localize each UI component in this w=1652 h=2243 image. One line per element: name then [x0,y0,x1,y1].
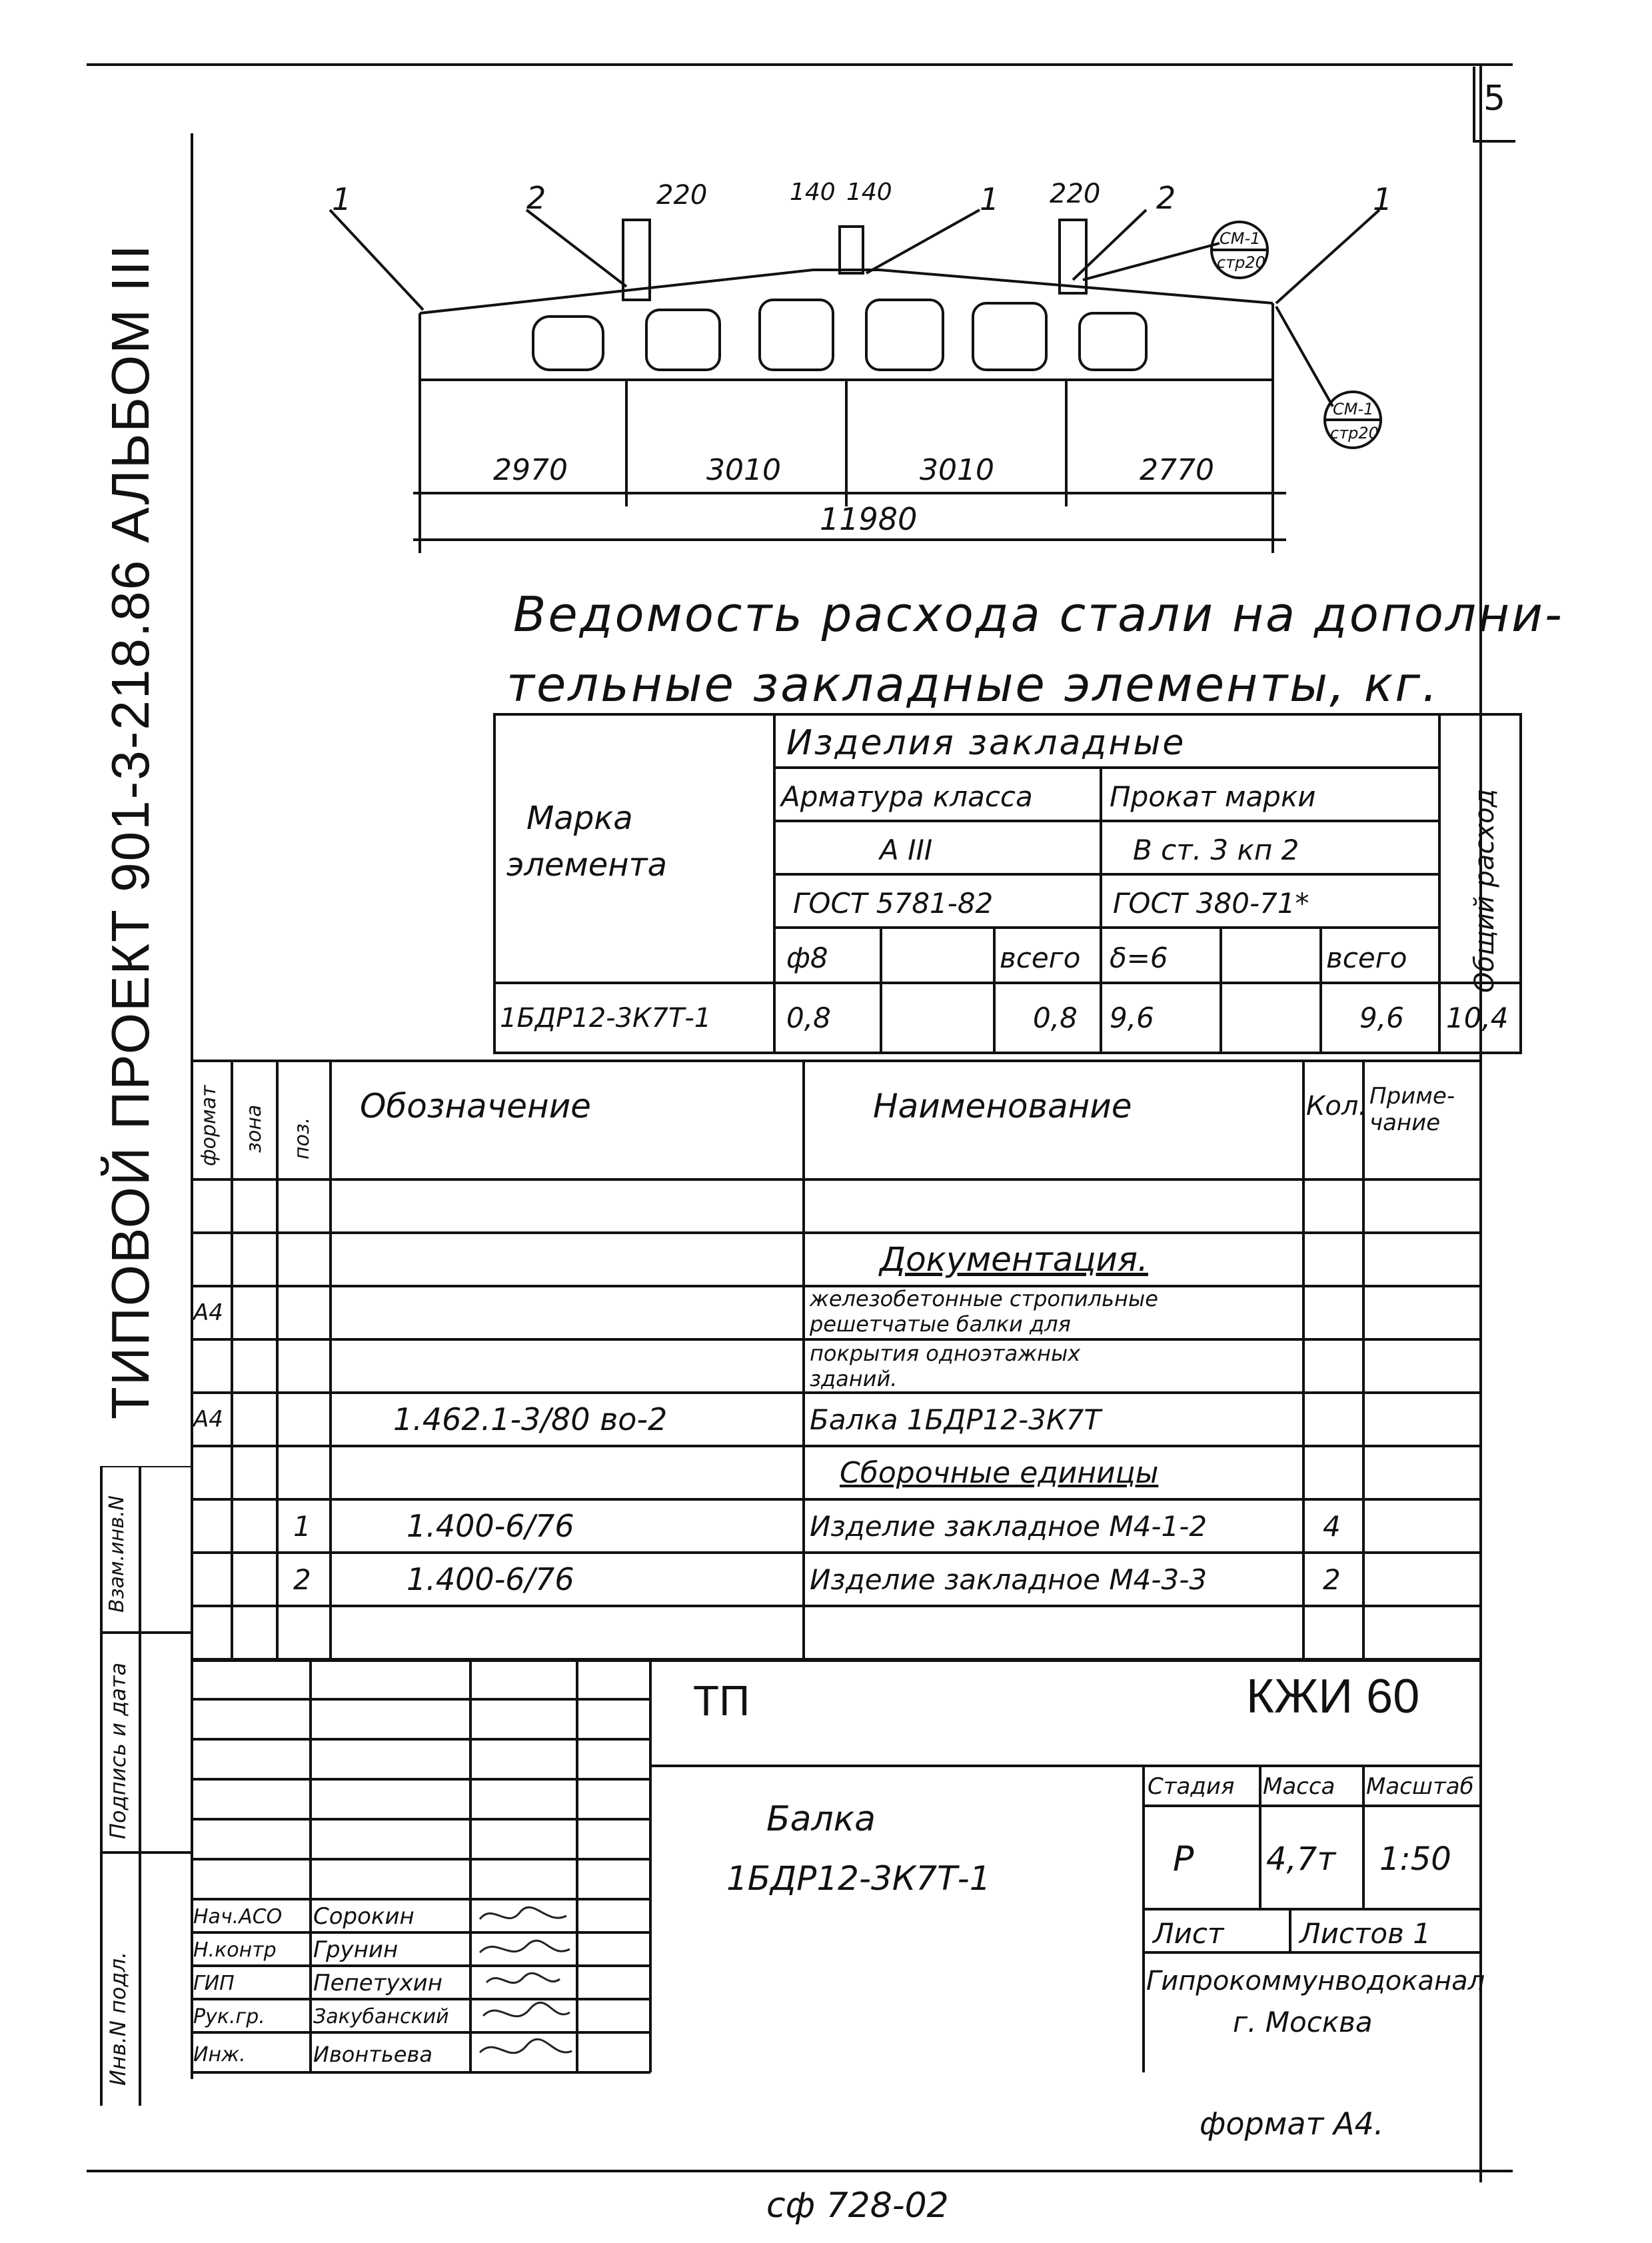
dimension-label: 220 [656,180,708,211]
row-total1: 0,8 [1033,1002,1078,1034]
col-total1: всего [1000,942,1081,974]
format-note: формат А4. [1200,2106,1384,2142]
plate-grade-header: Прокат марки [1110,780,1316,813]
callout-ref: стр20 [1217,253,1265,272]
footer-code: сф 728-02 [766,2186,949,2226]
col-pos: поз. [291,1117,314,1159]
group-header: Изделия закладные [786,723,1186,763]
stage-value: Р [1173,1839,1194,1879]
item-name: Изделие закладное М4-3-3 [810,1563,1208,1596]
sidebar-title: ТИПОВОЙ ПРОЕКТ 901-3-218.86 АЛЬБОМ III [101,243,160,1419]
doc-text: железобетонные стропильные [810,1286,1158,1311]
callout-ref: СМ-1 [1220,229,1261,248]
person-name: Ивонтьева [313,2042,432,2067]
leader-label: 2 [526,180,546,216]
item-name-line1: Балка [766,1799,876,1839]
col-format: формат [197,1085,221,1166]
callout-ref: стр20 [1330,424,1379,442]
rebar-gost: ГОСТ 5781-82 [793,886,994,920]
person-role: Инж. [193,2042,246,2066]
col-stage: Стадия [1148,1773,1235,1800]
doc-text: покрытия одноэтажных [810,1341,1081,1366]
item-name: Изделие закладное М4-1-2 [810,1509,1208,1543]
col-overall: Общий расход [1469,788,1500,993]
item-qty: 2 [1323,1563,1341,1596]
col-qty: Кол. [1306,1091,1367,1122]
item-name-line2: 1БДР12-3К7Т-1 [726,1859,991,1898]
mass-value: 4,7т [1266,1841,1336,1878]
row-d6: 9,6 [1110,1002,1154,1034]
rebar-class-header: Арматура класса [781,780,1033,813]
doc-designation: 1.462.1-3/80 во-2 [393,1401,668,1437]
corner-box [1473,67,1515,143]
corner-number: 5 [1483,79,1506,119]
item-designation: 1.400-6/76 [407,1561,574,1597]
sheets-label: Листов 1 [1299,1916,1431,1950]
leader-label: 1 [332,181,352,217]
item-designation: 1.400-6/76 [407,1508,574,1544]
doc-code-left: ТП [693,1677,750,1725]
dimension-label: 140 [846,179,892,206]
item-qty: 4 [1323,1509,1341,1543]
section-docs: Документация. [880,1240,1148,1279]
mark-header-line1: Марка [526,800,633,837]
stamp-replaced: Взам.инв.N [105,1495,129,1613]
col-zone: зона [243,1104,266,1153]
person-name: Сорокин [313,1903,414,1930]
col-name: Наименование [873,1087,1132,1125]
leader-label: 1 [1373,181,1393,217]
col-total2: всего [1326,942,1407,974]
section-units: Сборочные единицы [840,1455,1159,1490]
doc-text: зданий. [810,1366,898,1391]
person-role: Рук.гр. [193,2004,265,2028]
col-note: Приме-чание [1369,1083,1455,1136]
dimension-label: 3010 [706,453,781,487]
row-format: А4 [193,1299,223,1326]
rebar-grade: А III [880,833,933,866]
doc-code-right: КЖИ 60 [1246,1670,1420,1723]
col-designation: Обозначение [360,1087,591,1125]
signatures [473,1899,580,2079]
plate-gost: ГОСТ 380-71* [1113,886,1309,920]
org-name: Гипрокоммунводоканал [1146,1966,1485,1996]
stamp-signature: Подпись и дата [105,1662,131,1839]
top-border [87,63,1513,66]
scale-value: 1:50 [1379,1841,1451,1878]
person-role: Нач.АСО [193,1904,283,1928]
person-role: ГИП [193,1971,235,1995]
mark-header-line2: элемента [506,846,668,884]
total-length: 11980 [820,501,918,537]
dimension-label: 2970 [493,453,568,487]
col-d6: δ=6 [1110,942,1168,974]
leader-label: 2 [1156,180,1176,216]
plate-grade: В ст. 3 кп 2 [1133,833,1299,866]
item-pos: 1 [293,1509,311,1543]
dimension-label: 2770 [1140,453,1214,487]
bottom-border [87,2170,1513,2172]
person-name: Закубанский [313,2004,449,2028]
dimension-label: 220 [1050,179,1101,209]
callout-ref: СМ-1 [1333,400,1374,418]
col-mass: Масса [1263,1773,1335,1800]
row-d8: 0,8 [786,1002,831,1034]
stamp-inventory: Инв.N подл. [105,1951,131,2086]
sheet-label: Лист [1153,1916,1224,1950]
col-d8: ф8 [786,942,828,974]
person-name: Грунин [313,1936,399,1963]
steel-heading-line1: Ведомость расхода стали на дополни- [513,586,1564,642]
row-total2: 9,6 [1359,1002,1404,1034]
item-pos: 2 [293,1563,311,1596]
dimension-label: 3010 [920,453,994,487]
row-overall: 10,4 [1446,1002,1509,1034]
row-format: А4 [193,1406,223,1433]
col-scale: Масштаб [1366,1773,1474,1800]
person-role: Н.контр [193,1938,277,1962]
dimension-label: 140 [790,179,836,206]
doc-text: решетчатые балки для [810,1311,1071,1337]
leader-label: 1 [980,181,1000,217]
doc-name: Балка 1БДР12-3К7Т [810,1403,1102,1436]
row-mark: 1БДР12-3К7Т-1 [500,1002,712,1034]
steel-heading-line2: тельные закладные элементы, кг. [506,656,1440,712]
beam-top-chord [420,270,1273,313]
org-city: г. Москва [1233,2006,1373,2038]
person-name: Пепетухин [313,1970,443,1996]
